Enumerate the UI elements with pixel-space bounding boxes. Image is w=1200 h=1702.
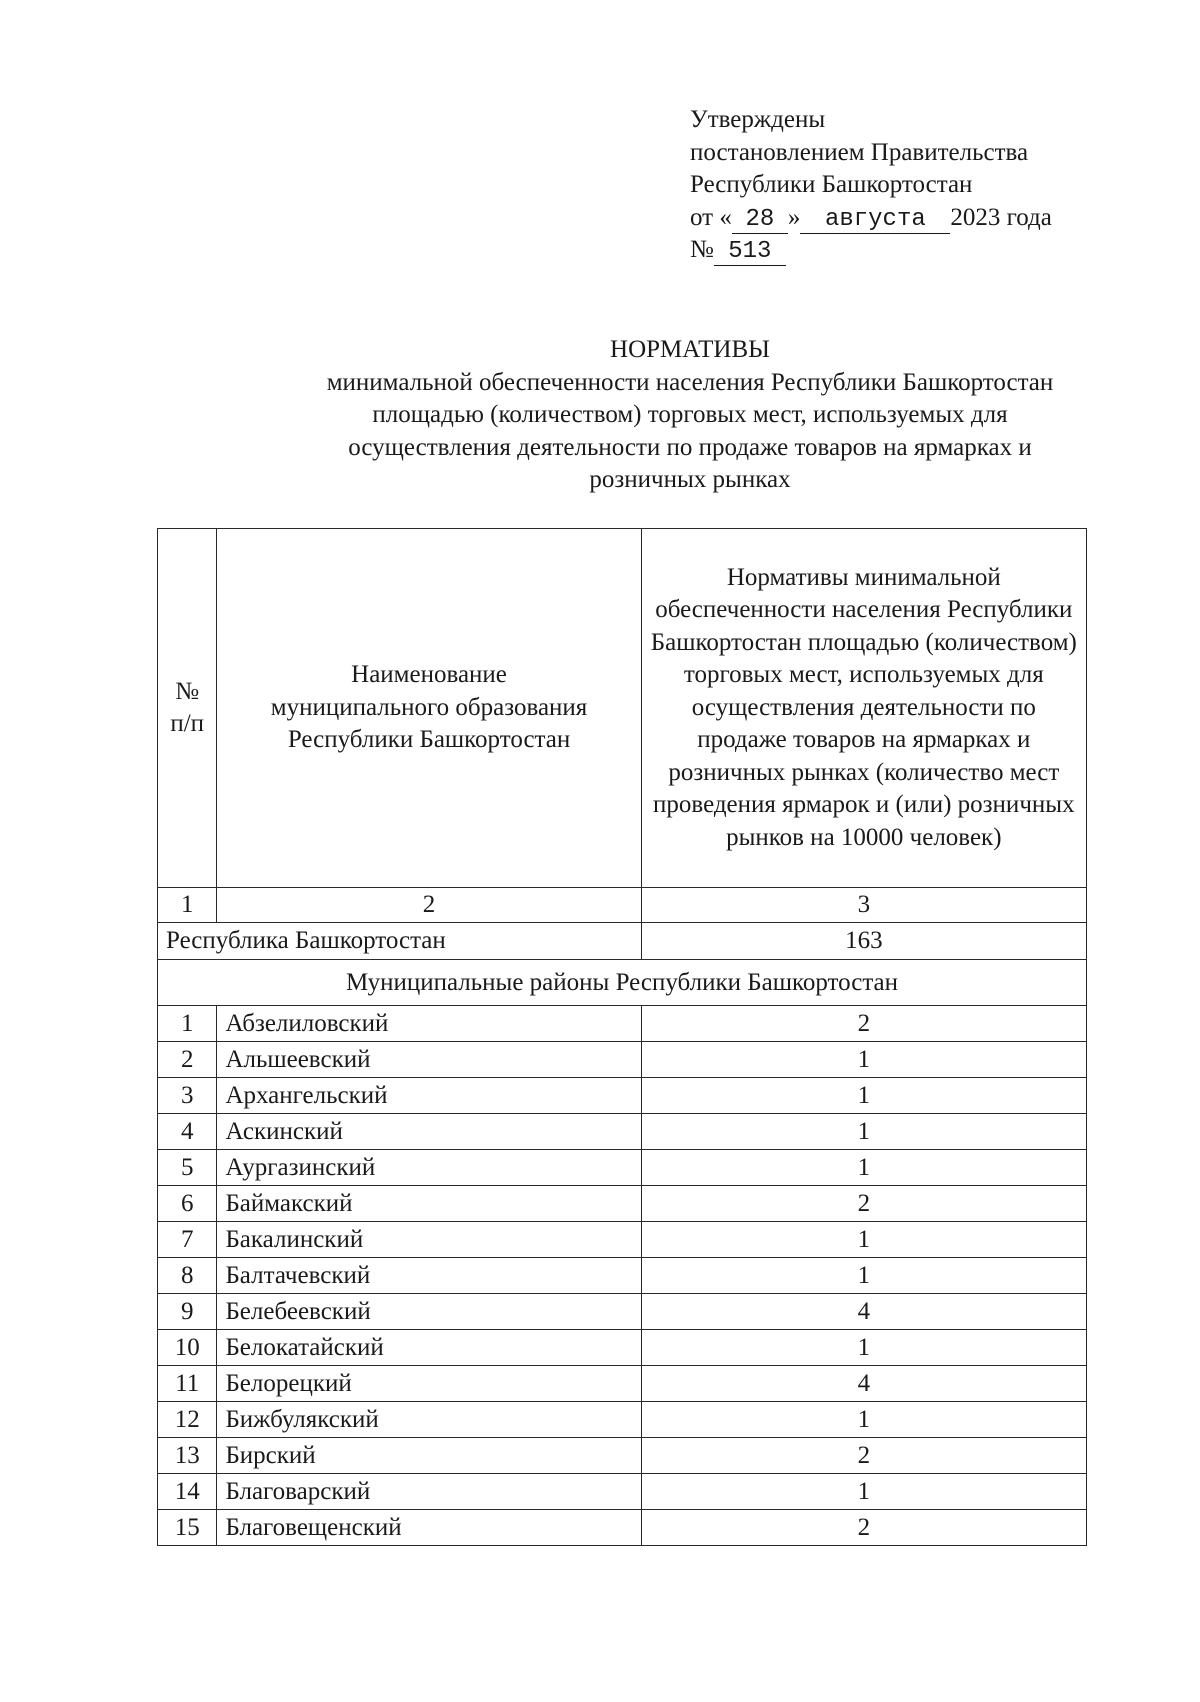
- table-row: [158, 1438, 1087, 1474]
- row-number: 11: [158, 1366, 217, 1402]
- section-row: [158, 960, 1087, 1006]
- table-row: [158, 1474, 1087, 1510]
- title-heading: НОРМАТИВЫ: [610, 336, 770, 363]
- table-row: [158, 1402, 1087, 1438]
- date-prefix: от «: [690, 203, 732, 231]
- title-line-4: розничных рынках: [589, 466, 791, 493]
- row-number: 2: [158, 1042, 217, 1078]
- header-name-line-3: Республики Башкортостан: [287, 726, 571, 754]
- table-row: [158, 1006, 1087, 1042]
- approval-line-government: Республики Башкортостан: [690, 171, 973, 198]
- resolution-number: 513: [714, 239, 786, 266]
- row-number: 10: [158, 1330, 217, 1366]
- table-row: [158, 1294, 1087, 1330]
- header-num-line-1: №: [175, 677, 200, 705]
- district-name: Благоварский: [217, 1474, 641, 1510]
- norm-value: 1: [641, 1474, 1086, 1510]
- title-line-3: осуществления деятельности по продаже товаров на ярмарках и: [348, 433, 1032, 461]
- row-number: 12: [158, 1402, 217, 1438]
- republic-total-row: [158, 923, 1087, 960]
- header-num-line-2: п/п: [170, 710, 205, 737]
- norm-value: 2: [641, 1510, 1086, 1546]
- column-number-cell: 2: [217, 888, 641, 923]
- row-number: 5: [158, 1150, 217, 1186]
- table-row: [158, 1258, 1087, 1294]
- table-row: [158, 1366, 1087, 1402]
- district-rows: [158, 1006, 1087, 1546]
- table-row: [158, 1078, 1087, 1114]
- district-name: Благовещенский: [217, 1510, 641, 1546]
- header-name-cell: [217, 529, 641, 888]
- row-number: 4: [158, 1114, 217, 1150]
- norm-value: 1: [641, 1042, 1086, 1078]
- date-mid: »: [787, 203, 801, 231]
- row-number: 8: [158, 1258, 217, 1294]
- district-name: Белокатайский: [217, 1330, 641, 1366]
- number-prefix: №: [690, 236, 714, 263]
- republic-value: 163: [641, 923, 1086, 960]
- norm-value: 2: [641, 1438, 1086, 1474]
- norm-value: 1: [641, 1222, 1086, 1258]
- row-number: 6: [158, 1186, 217, 1222]
- district-name: Абзелиловский: [217, 1006, 641, 1042]
- table-row: [158, 1114, 1087, 1150]
- header-name-line-1: Наименование: [351, 661, 507, 689]
- district-name: Аскинский: [217, 1114, 641, 1150]
- district-name: Бакалинский: [217, 1222, 641, 1258]
- norm-value: 1: [641, 1258, 1086, 1294]
- district-name: Белебеевский: [217, 1294, 641, 1330]
- title-line-1: минимальной обеспеченности населения Республики Башкортостан: [326, 368, 1054, 396]
- approval-line-resolution: постановлением Правительства: [690, 138, 1029, 166]
- column-number-cell: 3: [641, 888, 1086, 923]
- row-number: 15: [158, 1510, 217, 1546]
- district-name: Альшеевский: [217, 1042, 641, 1078]
- table-row: [158, 1510, 1087, 1546]
- table-header-row: [158, 529, 1087, 888]
- row-number: 9: [158, 1294, 217, 1330]
- date-year: 2023 года: [950, 203, 1052, 231]
- row-number: 1: [158, 1006, 217, 1042]
- column-numbers-row: [158, 888, 1087, 923]
- norm-value: 1: [641, 1402, 1086, 1438]
- district-name: Бирский: [217, 1438, 641, 1474]
- norm-value: 1: [641, 1078, 1086, 1114]
- table-row: [158, 1330, 1087, 1366]
- table-row: [158, 1150, 1087, 1186]
- section-title: Муниципальные районы Республики Башкортостан: [158, 960, 1087, 1006]
- norm-value: 1: [641, 1150, 1086, 1186]
- row-number: 7: [158, 1222, 217, 1258]
- district-name: Балтачевский: [217, 1258, 641, 1294]
- row-number: 14: [158, 1474, 217, 1510]
- norm-value: 4: [641, 1366, 1086, 1402]
- date-month: августа: [800, 207, 950, 234]
- approval-line-approved: Утверждены: [690, 106, 826, 133]
- republic-name: Республика Башкортостан: [158, 923, 642, 960]
- column-number-cell: 1: [158, 888, 217, 923]
- norm-value: 4: [641, 1294, 1086, 1330]
- norms-table: [157, 528, 1087, 1546]
- district-name: Белорецкий: [217, 1366, 641, 1402]
- norm-value: 2: [641, 1006, 1086, 1042]
- title-line-2: площадью (количеством) торговых мест, используемых для: [372, 401, 1008, 428]
- row-number: 13: [158, 1438, 217, 1474]
- table-row: [158, 1042, 1087, 1078]
- norm-value: 2: [641, 1186, 1086, 1222]
- approval-number-line: [690, 234, 1052, 267]
- district-name: Архангельский: [217, 1078, 641, 1114]
- approval-date-line: [690, 202, 1052, 235]
- header-value-cell: [641, 529, 1086, 888]
- district-name: Баймакский: [217, 1186, 641, 1222]
- table-row: [158, 1222, 1087, 1258]
- header-num-cell: [158, 529, 217, 888]
- header-value-text: Нормативы минимальной обеспеченности населения Республики Башкортостан площадью (количеством) торговых мест, используемых для осуществления деятельности по продаже товаров на ярмарках и розничных рынках (количество мест проведения ярмарок и (или) розничных рынков на 10000 человек): [650, 563, 1077, 851]
- row-number: 3: [158, 1078, 217, 1114]
- header-name-line-2: муниципального образования: [270, 693, 588, 721]
- date-day: 28: [732, 207, 788, 234]
- district-name: Бижбулякский: [217, 1402, 641, 1438]
- approval-stamp: [690, 104, 1052, 267]
- norm-value: 1: [641, 1330, 1086, 1366]
- document-title: [240, 334, 1140, 497]
- district-name: Аургазинский: [217, 1150, 641, 1186]
- table-row: [158, 1186, 1087, 1222]
- norm-value: 1: [641, 1114, 1086, 1150]
